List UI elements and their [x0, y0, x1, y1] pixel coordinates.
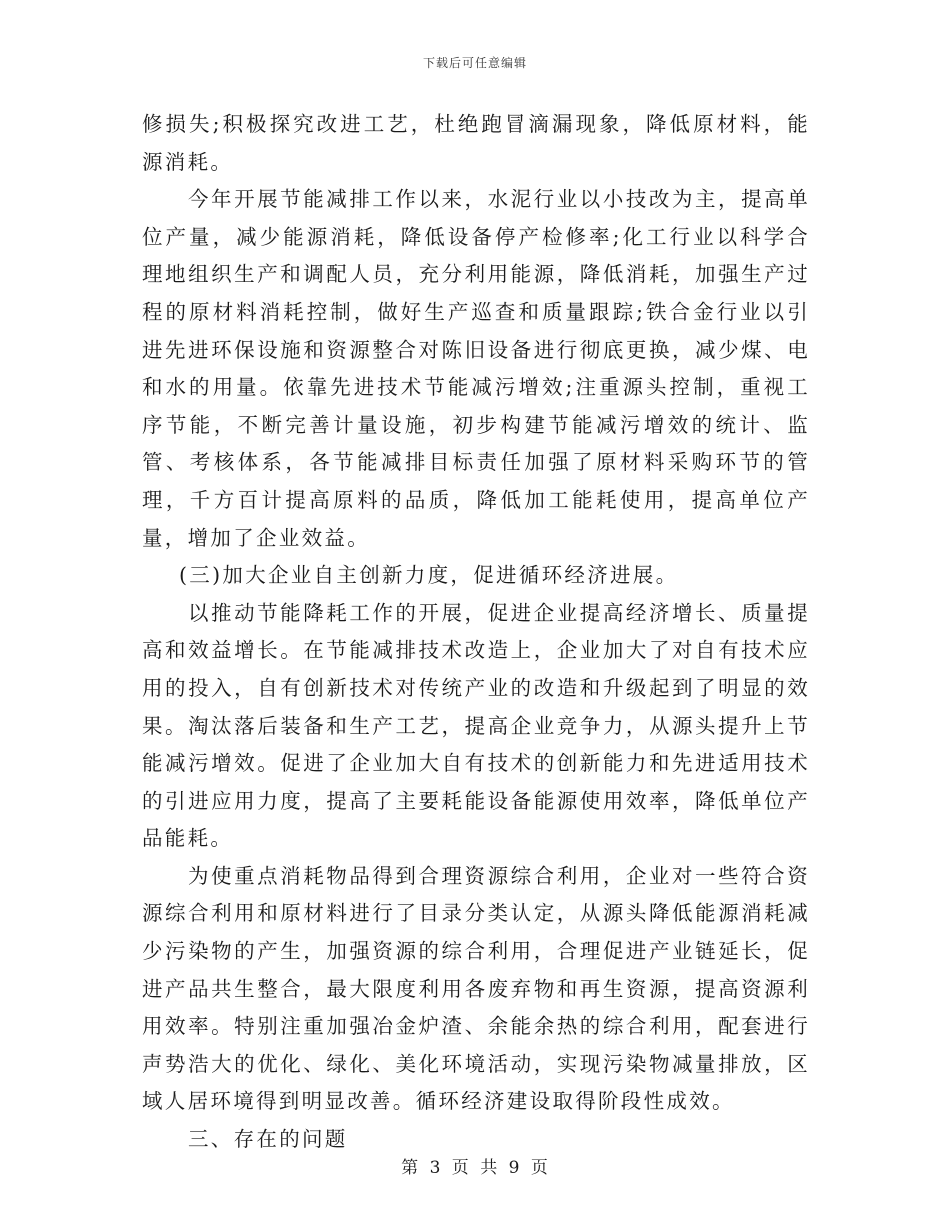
paragraph-technology-upgrade: 以推动节能降耗工作的开展，促进企业提高经济增长、质量提高和效益增长。在节能减排技术改造上，企业加大了对自有技术应用的投入，自有创新技术对传统产业的改造和升级起到了明显的效果。淘汰落后装备和生产工艺，提高企业竞争力，从源头提升上节能减污增效。促进了企业加大自有技术的创新能力和先进适用技术的引进应用力度，提高了主要耗能设备能源使用效率，降低单位产品能耗。	[142, 600, 810, 851]
page-header-note: 下载后可任意编辑	[422, 56, 527, 70]
paragraph-energy-saving-industries: 今年开展节能减排工作以来，水泥行业以小技改为主，提高单位产量，减少能源消耗，降低设备停产检修率;化工行业以科学合理地组织生产和调配人员，充分利用能源，降低消耗，加强生产过程的原材料消耗控制，做好生产巡查和质量跟踪;铁合金行业以引进先进环保设施和资源整合对陈旧设备进行彻底更换，减少煤、电和水的用量。依靠先进技术节能减污增效;注重源头控制，重视工序节能，不断完善计量设施，初步构建节能减污增效的统计、监管、考核体系，各节能减排目标责任加强了原材料采购环节的管理，千方百计提高原料的品质，降低加工能耗使用，提高单位产量，增加了企业效益。	[142, 187, 810, 550]
section-heading-existing-problems: 三、存在的问题	[188, 1127, 348, 1152]
document-body	[142, 106, 810, 1159]
paragraph-continuation: 修损失;积极探究改进工艺，杜绝跑冒滴漏现象，降低原材料，能源消耗。	[142, 112, 810, 174]
page-number: 第 3 页 共 9 页	[401, 1158, 549, 1178]
paragraph-resource-utilization: 为使重点消耗物品得到合理资源综合利用，企业对一些符合资源综合利用和原材料进行了目录分类认定，从源头降低能源消耗减少污染物的产生，加强资源的综合利用，合理促进产业链延长，促进产品共生整合，最大限度利用各废弃物和再生资源，提高资源利用效率。特别注重加强冶金炉渣、余能余热的综合利用，配套进行声势浩大的优化、绿化、美化环境活动，实现污染物减量排放，区域人居环境得到明显改善。循环经济建设取得阶段性成效。	[142, 863, 810, 1114]
subheading-innovation: (三)加大企业自主创新力度，促进循环经济进展。	[179, 563, 679, 588]
